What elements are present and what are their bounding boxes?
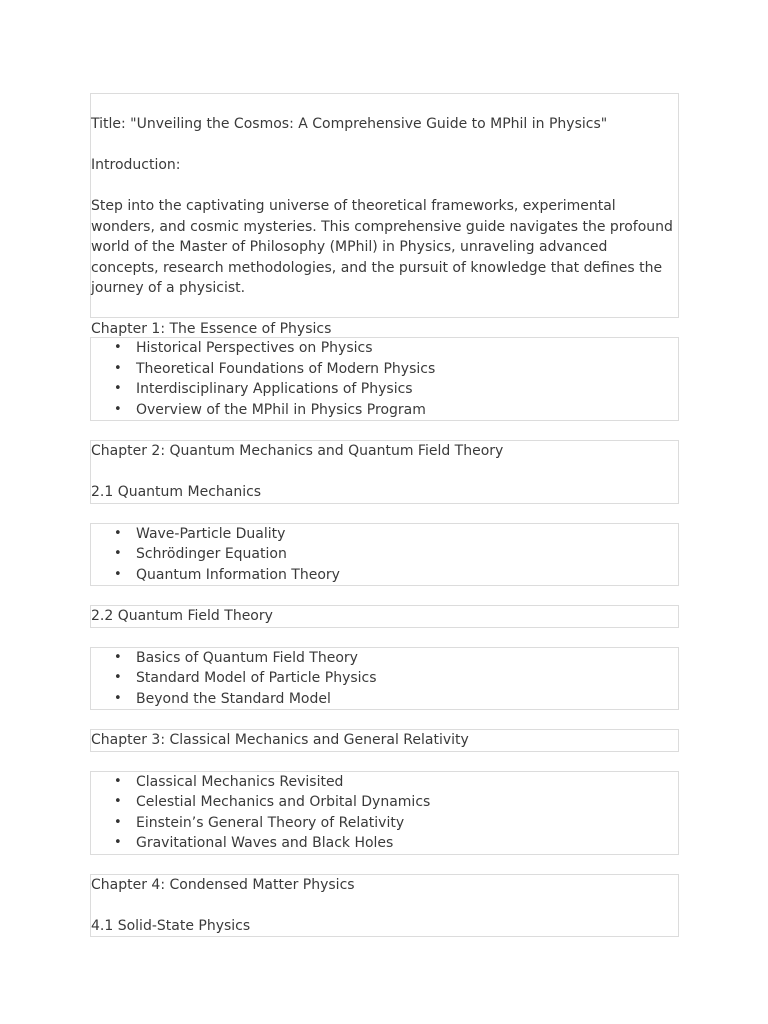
list-item: • Interdisciplinary Applications of Physics — [136, 379, 678, 400]
chapter-3-list — [91, 772, 678, 854]
section-2-1-list — [91, 524, 678, 586]
section-2-2-list — [91, 648, 678, 710]
chapter-4-block — [90, 874, 679, 938]
list-item: • Wave-Particle Duality — [136, 524, 678, 545]
chapter-3-list-block — [90, 771, 679, 855]
section-2-1-list-block — [90, 523, 679, 587]
chapter-3-heading: Chapter 3: Classical Mechanics and General Relativity — [91, 732, 469, 748]
document-title: Title: "Unveiling the Cosmos: A Comprehensive Guide to MPhil in Physics" — [91, 116, 608, 132]
section-2-1-heading: 2.1 Quantum Mechanics — [91, 484, 262, 500]
list-item: • Historical Perspectives on Physics — [136, 338, 678, 359]
list-item: • Beyond the Standard Model — [136, 689, 678, 710]
list-item: • Celestial Mechanics and Orbital Dynamics — [136, 792, 678, 813]
chapter-4-heading: Chapter 4: Condensed Matter Physics — [91, 876, 355, 893]
section-4-1-heading: 4.1 Solid-State Physics — [91, 917, 251, 934]
list-item: • Einstein’s General Theory of Relativity — [136, 813, 678, 834]
list-item: • Theoretical Foundations of Modern Physics — [136, 359, 678, 380]
chapter-2-block — [90, 440, 679, 504]
section-2-2-block — [90, 605, 679, 628]
intro-block — [90, 93, 679, 337]
chapter-1-heading: Chapter 1: The Essence of Physics — [91, 321, 332, 337]
chapter-1-list — [91, 338, 678, 420]
chapter-1-list-block — [90, 337, 679, 421]
section-2-2-heading: 2.2 Quantum Field Theory — [91, 608, 273, 624]
list-item: • Basics of Quantum Field Theory — [136, 648, 678, 669]
list-item: • Schrödinger Equation — [136, 544, 678, 565]
introduction-heading: Introduction: — [91, 157, 181, 173]
introduction-text: Step into the captivating universe of theoretical frameworks, experimental wonders, and cosmic mysteries. This comprehensive guide navigates the profound world of the Master of Philosophy (MPhil) in Physics, unraveling advanced concepts, research methodologies, and the pursuit of knowledge that defines the journey of a physicist. — [91, 198, 673, 296]
list-item: • Standard Model of Particle Physics — [136, 668, 678, 689]
chapter-3-block — [90, 729, 679, 752]
chapter-2-heading: Chapter 2: Quantum Mechanics and Quantum Field Theory — [91, 443, 504, 459]
section-2-2-list-block — [90, 647, 679, 711]
list-item: • Overview of the MPhil in Physics Program — [136, 400, 678, 421]
list-item: • Quantum Information Theory — [136, 565, 678, 586]
list-item: • Classical Mechanics Revisited — [136, 772, 678, 793]
document-page — [90, 93, 679, 956]
list-item: • Gravitational Waves and Black Holes — [136, 833, 678, 854]
